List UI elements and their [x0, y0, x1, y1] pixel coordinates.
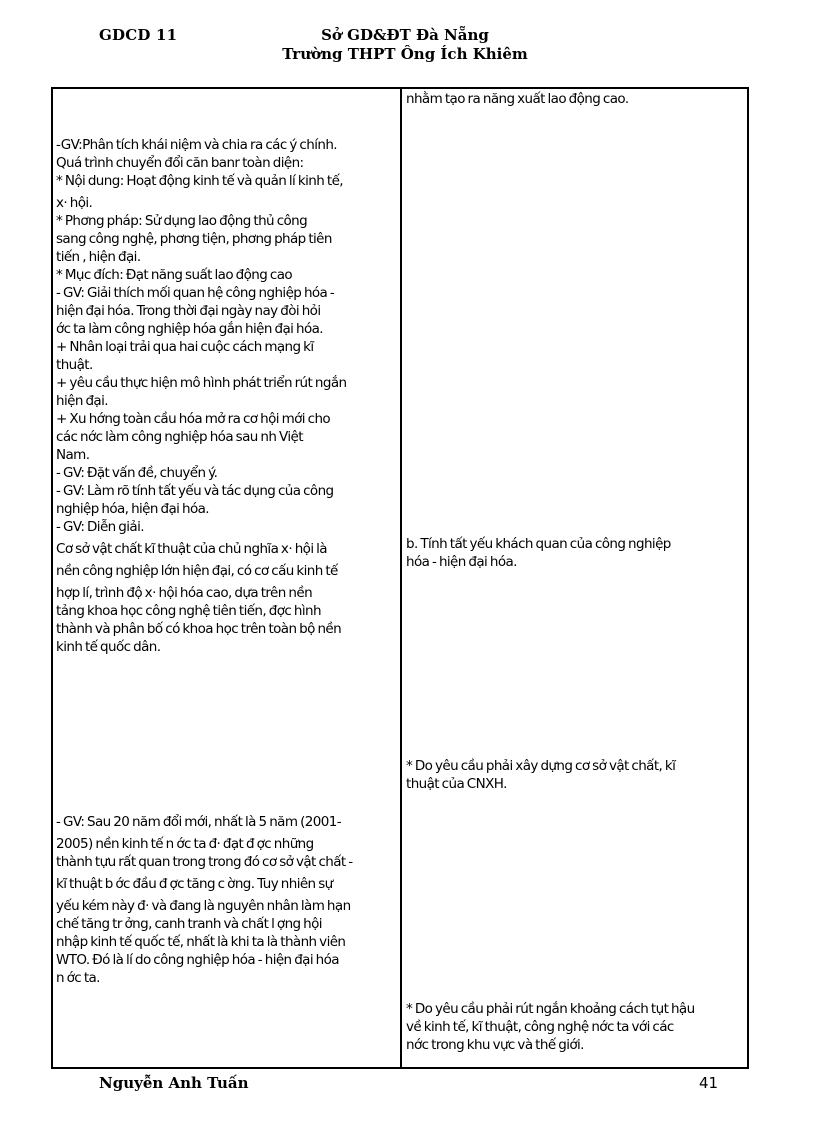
text-line: * Do yêu cầu phải xây dựng cơ sở vật chất, kĩ [406, 758, 676, 774]
text-line: thuật. [56, 357, 93, 373]
text-line: * Nội dung: Hoạt động kinh tế và quản lí kinh tế, [56, 173, 343, 189]
text-line: sang công nghệ, phơng tiện, phơng pháp tiên [56, 231, 332, 247]
text-line: + yêu cầu thực hiện mô hình phát triển rút ngắn [56, 375, 347, 391]
text-line: Quá trình chuyển đổi căn banr toàn diện: [56, 155, 304, 171]
right-block-3 [406, 757, 744, 793]
text-line: kĩ thuật b ớc đầu đ ợc tăng c ờng. Tuy nhiên sự [56, 876, 333, 892]
text-line: - GV: Đặt vấn đề, chuyển ý. [56, 465, 218, 481]
text-line: Cơ sở vật chất kĩ thuật của chủ nghĩa x· hội là [56, 541, 327, 557]
text-line: + Nhân loại trải qua hai cuộc cách mạng kĩ [56, 339, 314, 355]
text-line: x· hội. [56, 195, 93, 211]
text-line: * Phơng pháp: Sử dụng lao động thủ công [56, 213, 308, 229]
text-line: nghiệp hóa, hiện đại hóa. [56, 501, 209, 517]
text-line: b. Tính tất yếu khách quan của công nghiệp [406, 536, 671, 552]
text-line: tiến , hiện đại. [56, 249, 141, 265]
text-line: nhập kinh tế quốc tế, nhất là khi ta là thành viên [56, 934, 346, 950]
text-line: nhằm tạo ra năng xuất lao động cao. [406, 91, 629, 107]
text-line: * Mục đích: Đạt năng suất lao động cao [56, 267, 293, 283]
text-line: - GV: Làm rõ tính tất yếu và tác dụng của công [56, 483, 334, 499]
text-line: về kinh tế, kĩ thuật, công nghệ nớc ta với các [406, 1019, 674, 1035]
text-line: thành và phân bố có khoa học trên toàn bộ nền [56, 621, 342, 637]
right-block-4 [406, 1000, 744, 1054]
text-line: - GV: Diễn giải. [56, 519, 144, 535]
text-line: hiện đại hóa. Trong thời đại ngày nay đòi hỏi [56, 303, 321, 319]
text-line: -GV:Phân tích khái niệm và chia ra các ý chính. [56, 137, 337, 153]
subject-label: GDCD 11 [99, 26, 178, 44]
text-line: yếu kém này đ· và đang là nguyên nhân làm hạn [56, 898, 351, 914]
right-block-1 [406, 90, 744, 108]
text-line: nền công nghiệp lớn hiện đại, có cơ cấu kinh tế [56, 563, 338, 579]
page-number: 41 [699, 1074, 719, 1092]
text-line: * Do yêu cầu phải rút ngắn khoảng cách tụt hậu [406, 1001, 695, 1017]
text-line: các nớc làm công nghiệp hóa sau nh Việt [56, 429, 303, 445]
school-header [270, 26, 540, 64]
text-line: thành tựu rất quan trong trong đó cơ sở vật chất - [56, 854, 353, 870]
left-block-1 [56, 136, 396, 656]
text-line: chế tăng tr ởng, canh tranh và chất l ợng hội [56, 916, 322, 932]
school-label: Trường THPT Ông Ích Khiêm [282, 45, 528, 63]
text-line: hóa - hiện đại hóa. [406, 554, 517, 570]
text-line: hiện đại. [56, 393, 108, 409]
text-line: nớc trong khu vực và thế giới. [406, 1037, 584, 1053]
left-block-2 [56, 813, 396, 987]
department-label: Sở GD&ĐT Đà Nẵng [321, 26, 489, 44]
author-name: Nguyễn Anh Tuấn [99, 1074, 249, 1092]
text-line: - GV: Giải thích mối quan hệ công nghiệp hóa - [56, 285, 335, 301]
text-line: tảng khoa học công nghệ tiên tiến, đợc hình [56, 603, 321, 619]
text-line: WTO. Đó là lí do công nghiệp hóa - hiện đại hóa [56, 952, 339, 968]
text-line: 2005) nền kinh tế n ớc ta đ· đạt đ ợc những [56, 836, 314, 852]
text-line: ớc ta làm công nghiệp hóa gắn hiện đại hóa. [56, 321, 323, 337]
text-line: thuật của CNXH. [406, 776, 507, 792]
text-line: Nam. [56, 447, 90, 463]
right-block-2 [406, 535, 744, 571]
column-divider [400, 87, 402, 1069]
text-line: hợp lí, trình độ x· hội hóa cao, dựa trên nền [56, 585, 313, 601]
text-line: - GV: Sau 20 năm đổi mới, nhất là 5 năm (2001- [56, 814, 341, 830]
text-line: + Xu hớng toàn cầu hóa mở ra cơ hội mới cho [56, 411, 331, 427]
text-line: kinh tế quốc dân. [56, 639, 161, 655]
text-line: n ớc ta. [56, 970, 100, 986]
